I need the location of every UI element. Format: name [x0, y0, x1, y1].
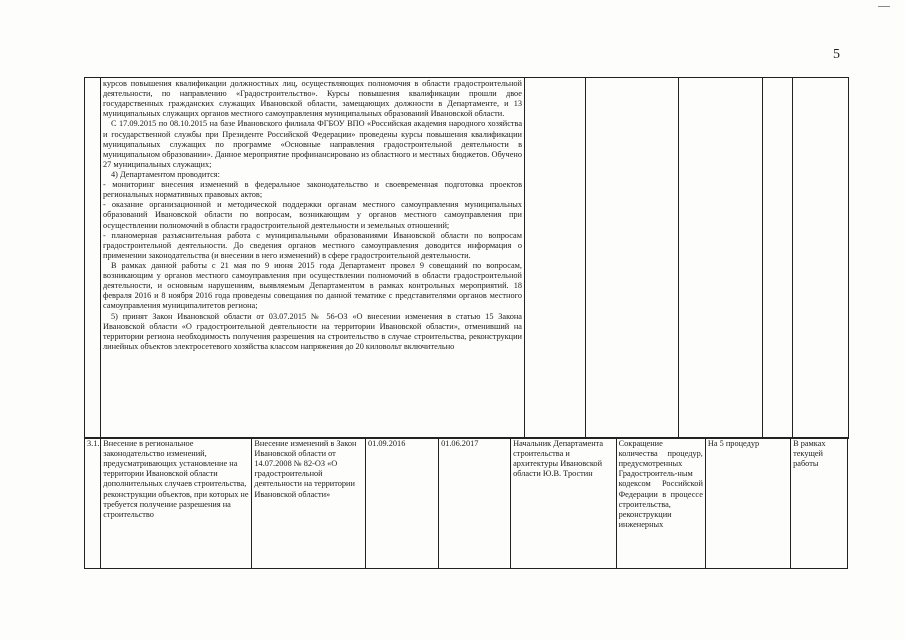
cell-empty — [679, 78, 763, 439]
cell-status: В рамках текущей работы — [791, 438, 848, 569]
plan-table-lower — [84, 437, 848, 569]
plan-table — [84, 77, 849, 439]
scan-artifact — [878, 6, 890, 7]
description-paragraph: - мониторинг внесения изменений в федеральное законодательство и своевременная подготовка проектов региональных нормативных правовых актов; — [103, 180, 522, 200]
description-paragraph: курсов повышения квалификации должностных лиц, осуществляющих полномочия в области градостроительной деятельности, по направлению «Градостроительство». Курсы повышения квалификации прошли двое государственных гражданских служащих Ивановской области, замещающих должности в Департаменте, и 13 муниципальных служащих органов местного самоуправления муниципальных образований Ивановской области. — [103, 79, 522, 119]
cell-document: Внесение изменений в Закон Ивановской области от 14.07.2008 № 82-ОЗ «О градостроительной деятельности на территории Ивановской области» — [252, 438, 366, 569]
cell-empty — [763, 78, 793, 439]
description-paragraph: 4) Департаментом проводится: — [111, 169, 220, 179]
description-paragraph: - планомерная разъяснительная работа с муниципальными образованиями Ивановской области по вопросам градостроительной деятельности. До сведения органов местного самоуправления доводится информация о применении законодательства (и внесении в него изменений) в сфере градостроительной деятельности. — [103, 230, 522, 260]
description-paragraph: 5) принят Закон Ивановской области от 03.07.2015 № 56-ОЗ «О внесении изменения в статью 15 Закона Ивановской области «О градостроительной деятельности на территории Ивановской области», отменивший на территории региона необходимость получения разрешения на строительство в случае строительства, реконструкции линейных объектов электросетевого хозяйства классом напряжения до 20 киловольт включительно — [103, 311, 522, 351]
cell-description — [101, 78, 525, 439]
table-row — [85, 438, 848, 569]
cell-empty — [586, 78, 679, 439]
cell-end-date: 01.06.2017 — [439, 438, 511, 569]
table-row-continued — [85, 78, 849, 439]
cell-result: Сокращение количества процедур, предусмотренных Градостроитель-ным кодексом Российской Федерации в процессе строительства, реконструкции инженерных — [616, 438, 705, 569]
cell-num: 3.1. — [85, 438, 101, 569]
description-paragraph: С 17.09.2015 по 08.10.2015 на базе Ивановского филиала ФГБОУ ВПО «Российская академия народного хозяйства и государственной службы при Президенте Российской Федерации» проведены курсы повышения квалификации муниципальных служащих по программе «Основные направления градостроительной деятельности в муниципальном образовании». Данное мероприятие профинансировано из областного и местных бюджетов. Обучено 27 муниципальных служащих; — [103, 119, 522, 169]
cell-start-date: 01.09.2016 — [366, 438, 439, 569]
cell-num-empty — [85, 78, 101, 439]
description-paragraph: - оказание организационной и методической поддержки органам местного самоуправления муниципальных образований Ивановской области по вопросам, возникающим у органов местного самоуправления при осуществлении полномочий в области градостроительной деятельности и земельных отношений; — [103, 200, 522, 230]
page-number: 5 — [833, 47, 840, 62]
cell-empty — [525, 78, 586, 439]
cell-empty — [793, 78, 849, 439]
description-paragraph: В рамках данной работы с 21 мая по 9 июня 2015 года Департамент провел 9 совещаний по вопросам, возникающим у органов местного самоуправления при осуществлении полномочий в области градостроительной деятельности, и основным нарушениям, выявляемым Департаментом в рамках контрольных мероприятий. 18 февраля 2016 и 8 ноября 2016 года проведены совещания по данной тематике с представителями органов местного самоуправления муниципалитетов региона; — [103, 260, 522, 311]
cell-measure: Внесение в региональное законодательство изменений, предусматривающих установление на территории Ивановской области дополнительных случаев строительства, реконструкции объектов, при которых не требуется получение разрешения на строительство — [101, 438, 252, 569]
cell-responsible: Начальник Департамента строительства и архитектуры Ивановской области Ю.В. Тростин — [511, 438, 617, 569]
cell-indicator: На 5 процедур — [705, 438, 790, 569]
